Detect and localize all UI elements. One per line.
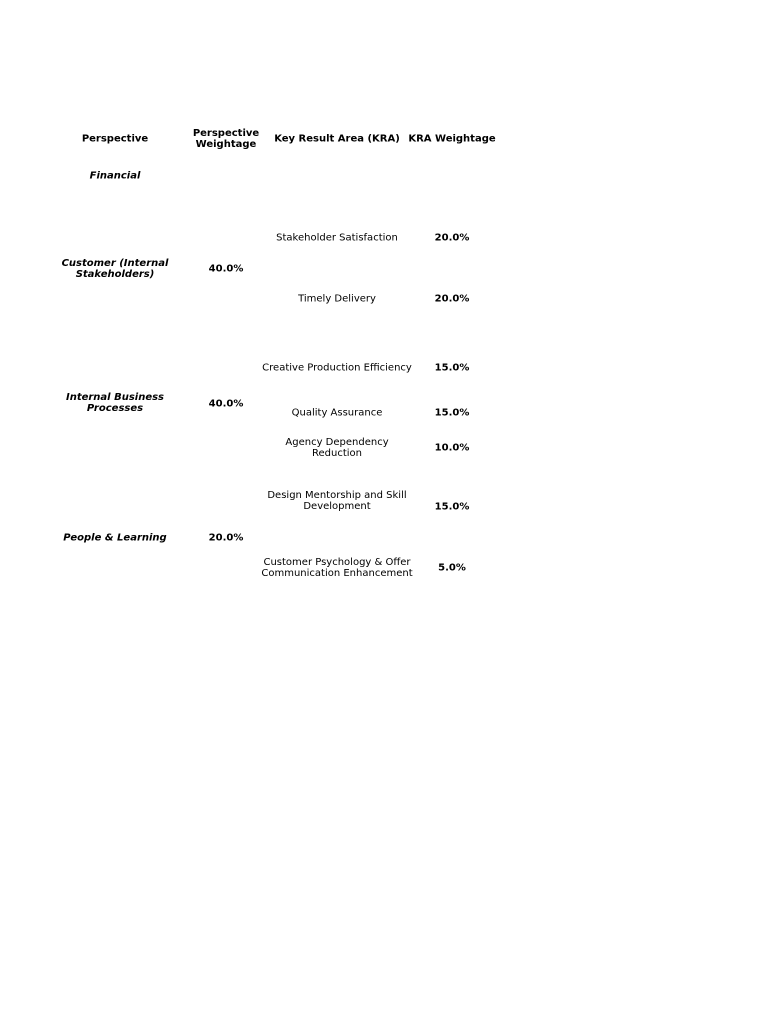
kra-weightage-creative-production-efficiency bbox=[435, 363, 470, 374]
perspective-weightage-value: 20.0% bbox=[208, 532, 244, 544]
kra-name-line1: Stakeholder Satisfaction bbox=[276, 232, 398, 244]
kra-stakeholder-satisfaction bbox=[276, 233, 398, 244]
header-kra-label: Key Result Area (KRA) bbox=[274, 133, 400, 145]
kra-name-line1: Design Mentorship and Skill bbox=[267, 490, 407, 501]
perspective-name-line1: Financial bbox=[89, 170, 141, 182]
perspective-internal-business bbox=[66, 392, 164, 414]
perspective-weightage-people-learning bbox=[209, 533, 244, 544]
kra-weightage-value: 15.0% bbox=[434, 501, 470, 513]
header-kra bbox=[274, 134, 400, 145]
header-kra-weightage bbox=[408, 134, 495, 145]
kra-weightage-value: 15.0% bbox=[434, 362, 470, 374]
kra-customer-psychology bbox=[261, 557, 412, 579]
header-perspective-label: Perspective bbox=[81, 133, 149, 145]
perspective-customer bbox=[62, 258, 169, 280]
kra-agency-dependency-reduction bbox=[285, 437, 388, 459]
kra-weightage-timely-delivery bbox=[435, 294, 470, 305]
kra-name-line2: Reduction bbox=[312, 448, 362, 459]
kra-weightage-value: 20.0% bbox=[434, 293, 470, 305]
kra-name-line2: Communication Enhancement bbox=[261, 568, 413, 579]
kra-design-mentorship bbox=[267, 490, 406, 512]
perspective-people-learning bbox=[63, 533, 166, 544]
kra-weightage-value: 20.0% bbox=[434, 232, 470, 244]
perspective-name-line1: Internal Business bbox=[65, 392, 165, 403]
perspective-name-line1: Customer (Internal bbox=[61, 258, 169, 269]
kra-quality-assurance bbox=[292, 408, 383, 419]
kra-weightage-agency-dependency-reduction bbox=[435, 443, 470, 454]
kra-weightage-value: 15.0% bbox=[434, 407, 470, 419]
kra-name-line1: Timely Delivery bbox=[298, 293, 376, 305]
perspective-weightage-value: 40.0% bbox=[208, 263, 244, 275]
kra-weightage-stakeholder-satisfaction bbox=[435, 233, 470, 244]
kra-name-line1: Creative Production Efficiency bbox=[262, 362, 412, 374]
perspective-weightage-customer bbox=[209, 264, 244, 275]
perspective-weightage-value: 40.0% bbox=[208, 398, 244, 410]
kra-name-line2: Development bbox=[303, 501, 371, 512]
kra-weightage-value: 5.0% bbox=[438, 562, 466, 574]
header-perspective-weightage-line1: Perspective bbox=[192, 128, 260, 139]
perspective-name-line2: Processes bbox=[86, 403, 144, 414]
header-perspective-weightage-line2: Weightage bbox=[195, 139, 257, 150]
perspective-name-line2: Stakeholders) bbox=[75, 269, 155, 280]
kra-name-line1: Customer Psychology & Offer bbox=[263, 557, 411, 568]
perspective-weightage-internal-business bbox=[209, 399, 244, 410]
header-perspective-weightage bbox=[193, 128, 259, 150]
kra-creative-production-efficiency bbox=[262, 363, 412, 374]
kra-name-line1: Agency Dependency bbox=[285, 437, 389, 448]
header-kra-weightage-label: KRA Weightage bbox=[408, 133, 496, 145]
kra-weightage-quality-assurance bbox=[435, 408, 470, 419]
kra-name-line1: Quality Assurance bbox=[291, 407, 383, 419]
kra-weightage-value: 10.0% bbox=[434, 442, 470, 454]
perspective-financial bbox=[90, 171, 141, 182]
header-perspective bbox=[82, 134, 148, 145]
kra-timely-delivery bbox=[298, 294, 376, 305]
kra-weightage-customer-psychology bbox=[438, 563, 466, 574]
kra-weightage-design-mentorship bbox=[435, 502, 470, 513]
perspective-name-line1: People & Learning bbox=[63, 532, 167, 544]
